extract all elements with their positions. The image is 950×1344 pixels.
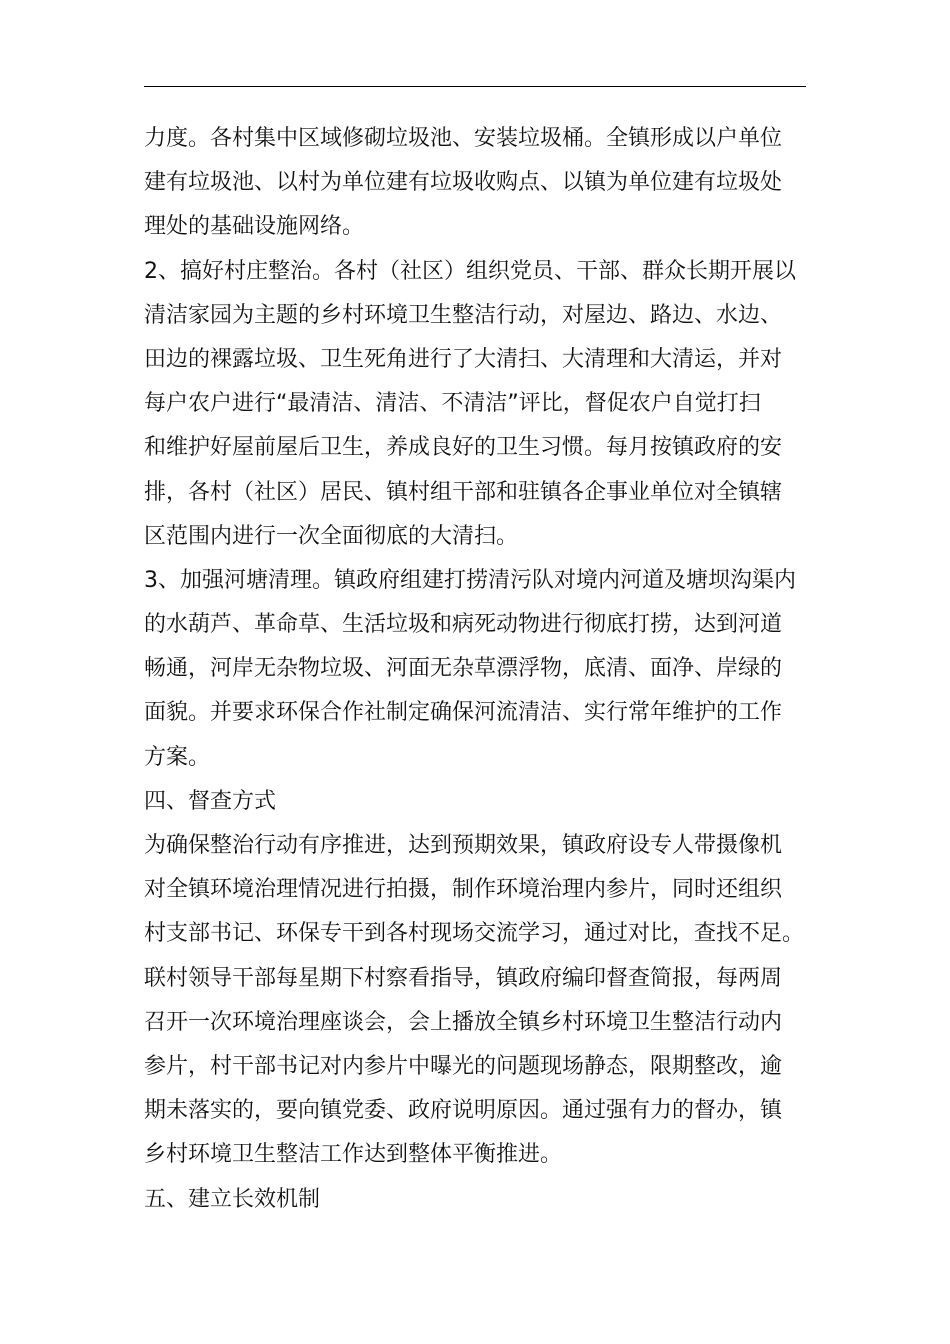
text-line: 的水葫芦、革命草、生活垃圾和病死动物进行彻底打捞，达到河道 <box>144 612 783 638</box>
text-line: 为确保整治行动有序推进，达到预期效果，镇政府设专人带摄像机 <box>144 833 783 858</box>
text-line: 方案。 <box>144 744 211 770</box>
text-line: 畅通，河岸无杂物垃圾、河面无杂草漂浮物，底清、面净、岸绿的 <box>144 656 783 682</box>
header-rule <box>144 86 806 87</box>
text-line: 清洁家园为主题的乡村环境卫生整洁行动，对屋边、路边、水边、 <box>144 302 783 328</box>
text-line: 和维护好屋前屋后卫生，养成良好的卫生习惯。每月按镇政府的安 <box>144 435 783 461</box>
text-line: 召开一次环境治理座谈会，会上播放全镇乡村环境卫生整洁行动内 <box>144 1009 783 1035</box>
text-line: 村支部书记、环保专干到各村现场交流学习，通过对比，查找不足。 <box>144 921 805 947</box>
text-line: 期未落实的，要向镇党委、政府说明原因。通过强有力的督办，镇 <box>144 1098 783 1124</box>
text-line: 排，各村（社区）居民、镇村组干部和驻镇各企事业单位对全镇辖 <box>144 479 783 505</box>
section-heading: 五、建立长效机制 <box>144 1186 321 1212</box>
section-heading: 四、督查方式 <box>144 788 277 814</box>
text-line: 3、加强河塘清理。镇政府组建打捞清污队对境内河道及塘坝沟渠内 <box>144 567 796 593</box>
text-line: 面貌。并要求环保合作社制定确保河流清洁、实行常年维护的工作 <box>144 700 783 726</box>
text-line: 2、搞好村庄整治。各村（社区）组织党员、干部、群众长期开展以 <box>144 258 796 284</box>
text-line: 建有垃圾池、以村为单位建有垃圾收购点、以镇为单位建有垃圾处 <box>144 170 783 196</box>
text-line: 乡村环境卫生整洁工作达到整体平衡推进。 <box>144 1142 563 1168</box>
text-line: 对全镇环境治理情况进行拍摄，制作环境治理内参片，同时还组织 <box>144 877 783 903</box>
document-body <box>144 117 834 1222</box>
text-line: 每户农户进行“最清洁、清洁、不清洁”评比，督促农户自觉打扫 <box>144 391 761 417</box>
text-line: 理处的基础设施网络。 <box>144 214 365 240</box>
text-line: 联村领导干部每星期下村察看指导，镇政府编印督查简报，每两周 <box>144 965 783 991</box>
text-line: 田边的裸露垃圾、卫生死角进行了大清扫、大清理和大清运，并对 <box>144 346 783 372</box>
text-line: 区范围内进行一次全面彻底的大清扫。 <box>144 523 519 549</box>
text-line: 力度。各村集中区域修砌垃圾池、安装垃圾桶。全镇形成以户单位 <box>144 126 783 151</box>
text-line: 参片，村干部书记对内参片中曝光的问题现场静态，限期整改，逾 <box>144 1053 783 1079</box>
